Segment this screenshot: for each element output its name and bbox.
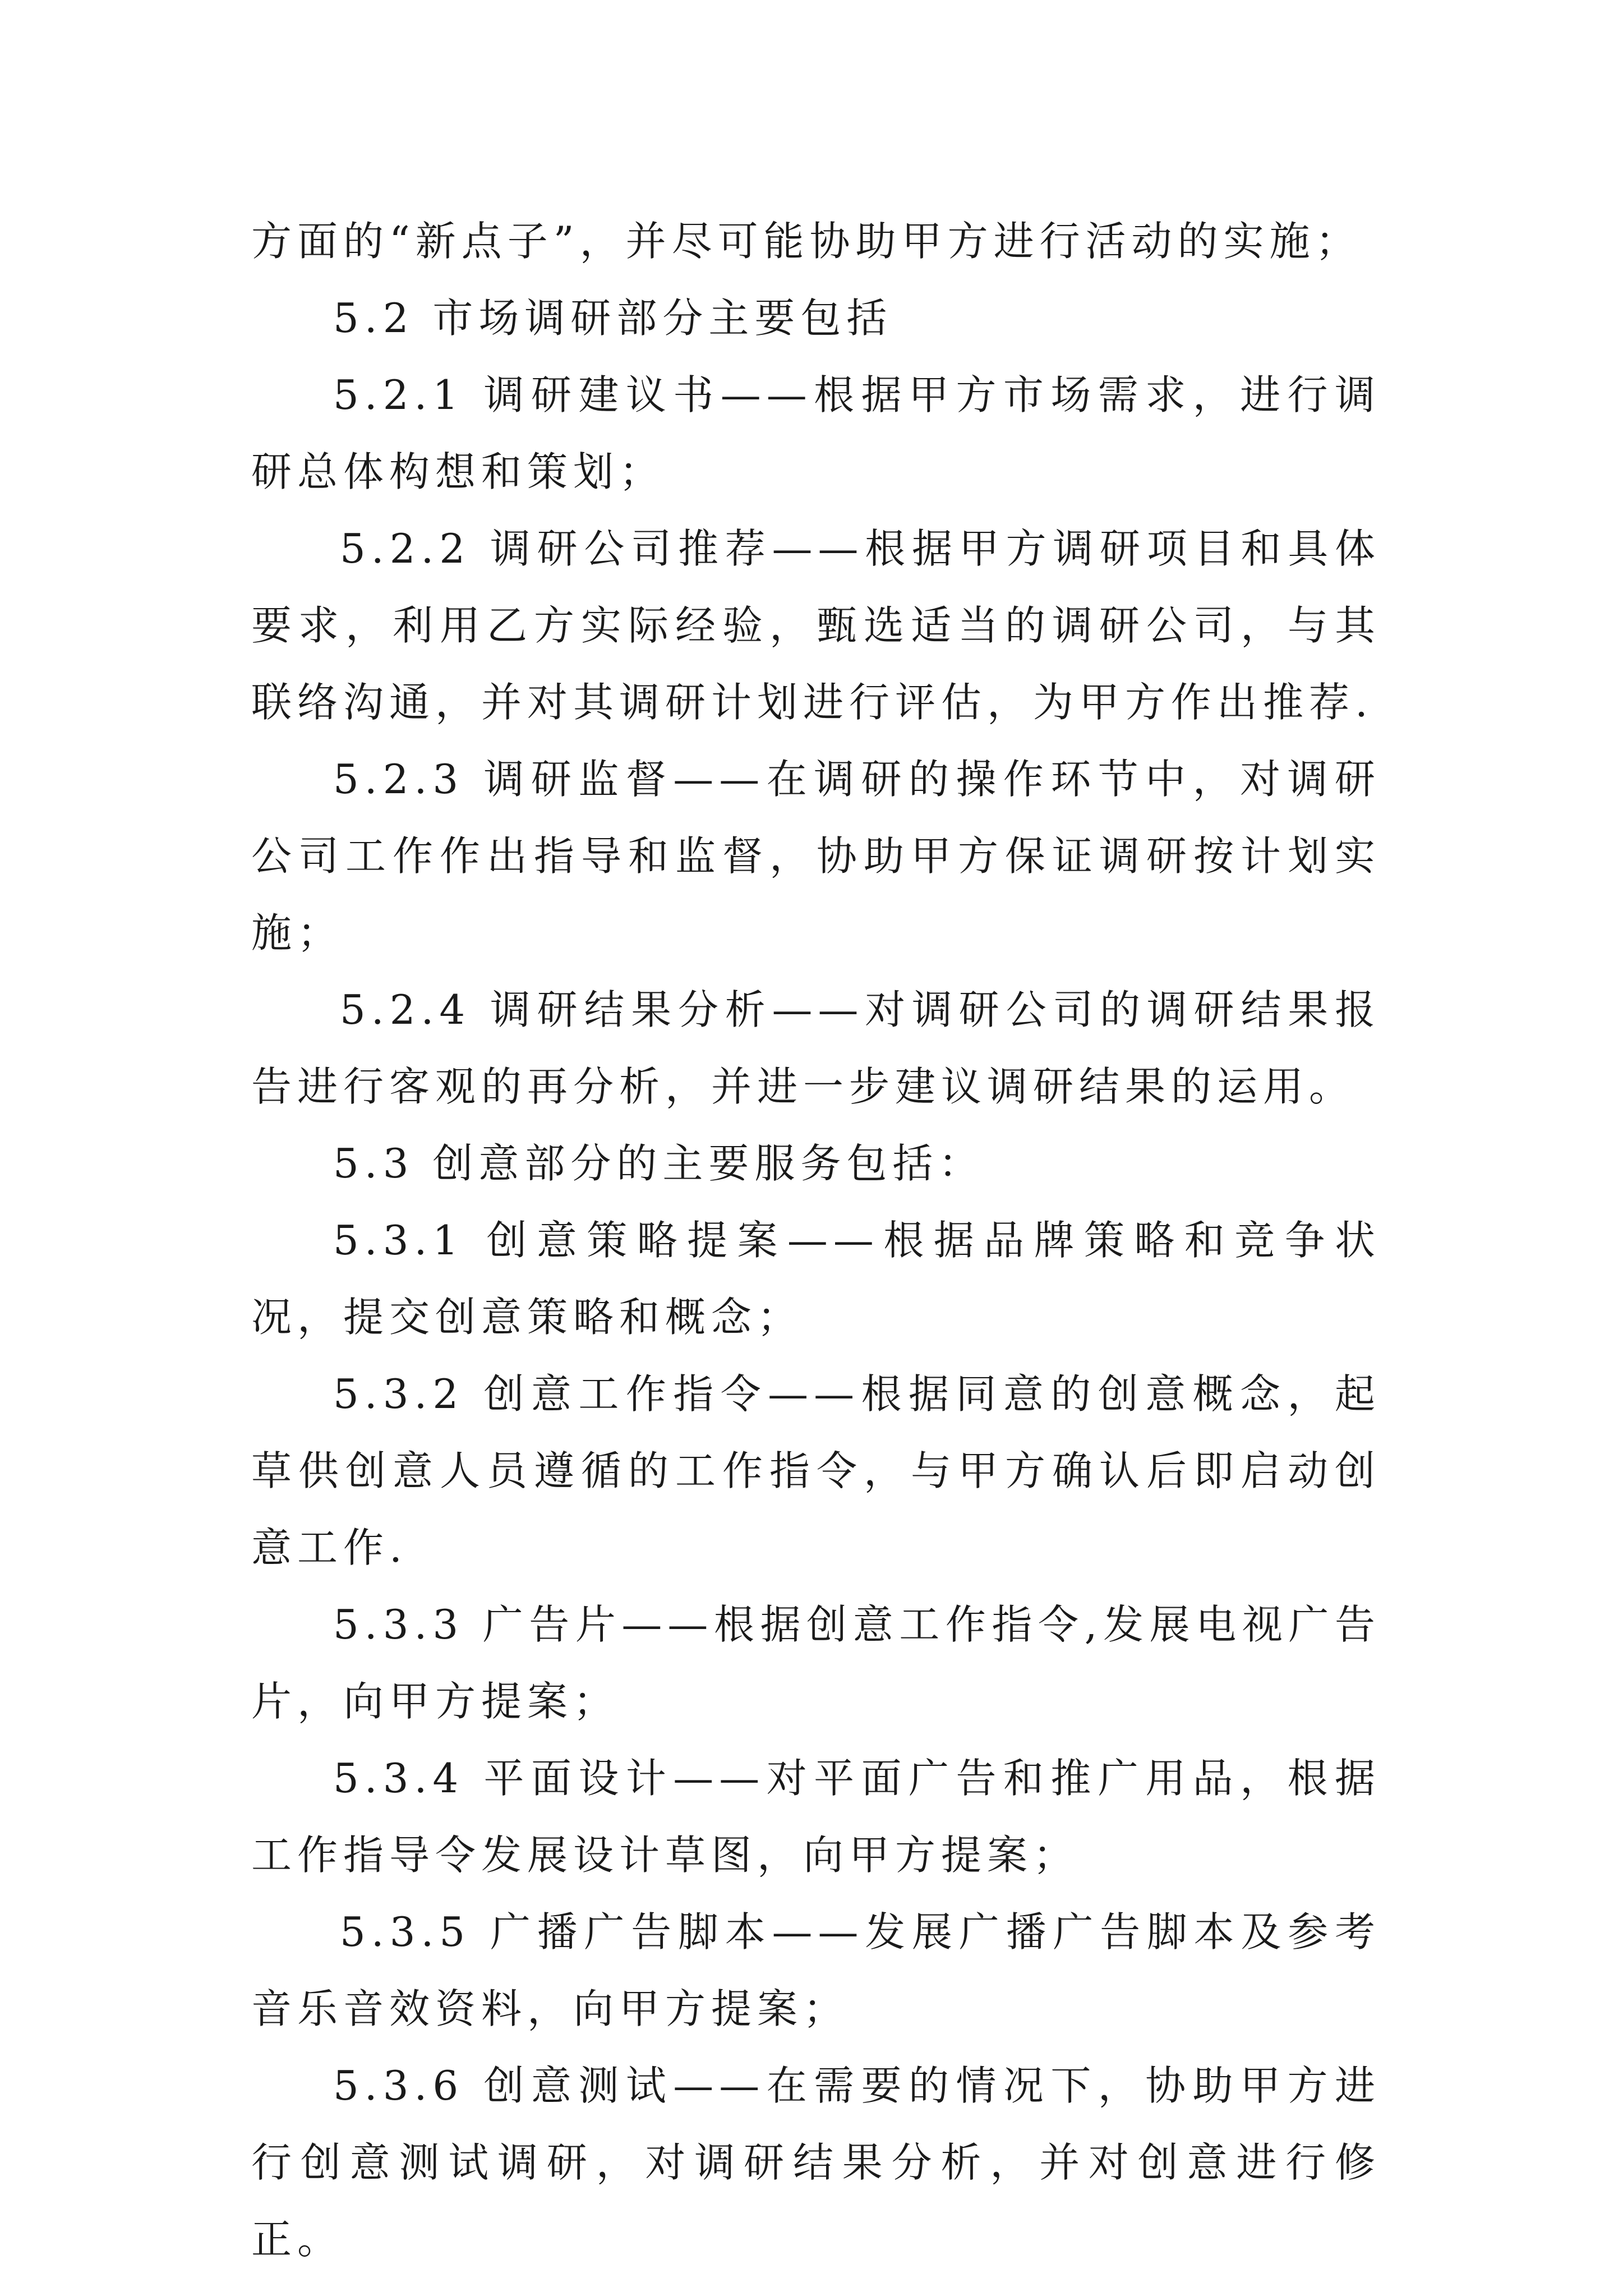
section-heading-5-2: 5.2 市场调研部分主要包括 <box>333 295 893 342</box>
paragraph-5-3-6: 5.3.6 创意测试——在需要的情况下，协助甲方进行创意测试调研，对调研结果分析，并对创意进行修正。 <box>251 2062 1381 2263</box>
paragraph-continuation: 方面的“新点子”，并尽可能协助甲方进行活动的实施； <box>251 218 1362 265</box>
paragraph-5-2-3: 5.2.3 调研监督——在调研的操作环节中，对调研公司工作作出指导和监督，协助甲方保证调研按计划实施； <box>251 756 1381 956</box>
paragraph-5-2-2: 5.2.2 调研公司推荐——根据甲方调研项目和具体要求，利用乙方实际经验，甄选适当的调研公司，与其联络沟通，并对其调研计划进行评估，为甲方作出推荐. <box>251 525 1381 726</box>
paragraph-5-3-5: 5.3.5 广播广告脚本——发展广播广告脚本及参考音乐音效资料，向甲方提案； <box>251 1908 1381 2032</box>
paragraph-5-3-1: 5.3.1 创意策略提案——根据品牌策略和竞争状况，提交创意策略和概念； <box>251 1217 1381 1341</box>
paragraph-5-2-4: 5.2.4 调研结果分析——对调研公司的调研结果报告进行客观的再分析，并进一步建议调研结果的运用。 <box>251 986 1381 1110</box>
paragraph-5-3-4: 5.3.4 平面设计——对平面广告和推广用品，根据工作指导令发展设计草图，向甲方提案； <box>251 1755 1381 1879</box>
paragraph-5-2-1: 5.2.1 调研建议书——根据甲方市场需求，进行调研总体构想和策划； <box>251 371 1381 495</box>
paragraph-5-3-2: 5.3.2 创意工作指令——根据同意的创意概念，起草供创意人员遵循的工作指令，与甲方确认后即启动创意工作. <box>251 1370 1381 1571</box>
document-body <box>251 203 1381 2278</box>
section-heading-5-3: 5.3 创意部分的主要服务包括： <box>333 1140 985 1187</box>
paragraph-5-3-3: 5.3.3 广告片——根据创意工作指令,发展电视广告片，向甲方提案； <box>251 1601 1381 1725</box>
